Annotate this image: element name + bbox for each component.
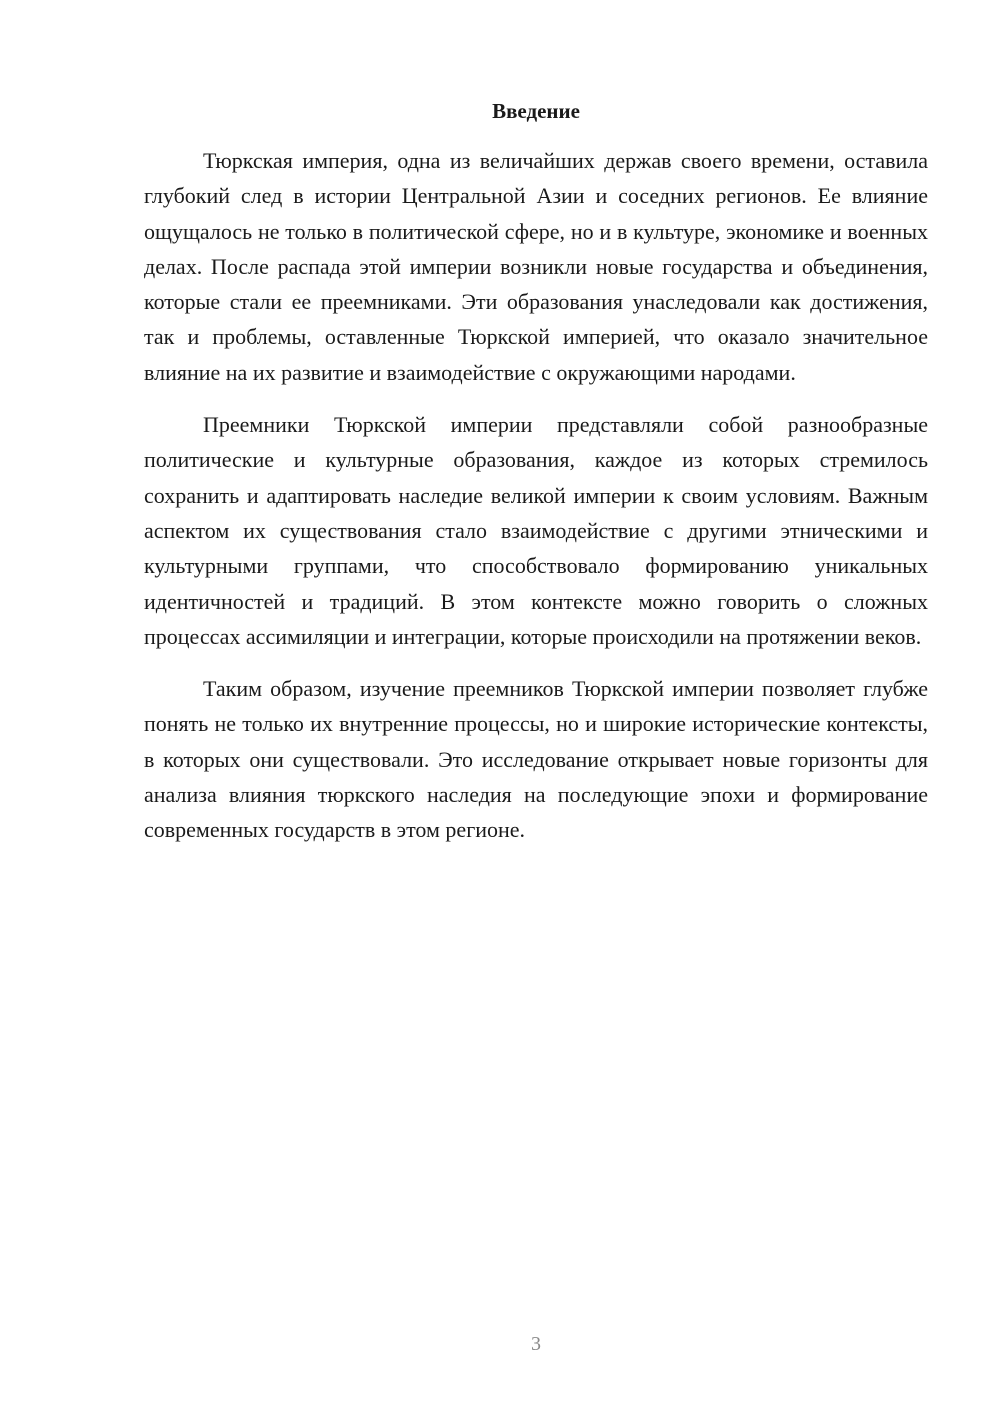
page-title: Введение: [492, 99, 580, 123]
paragraph-2: Преемники Тюркской империи представляли собой разнообразные политические и культурные образования, каждое из которых стремилось сохранить и адаптировать наследие великой империи к своим условиям. Важным аспектом их существования стало взаимодействие с другими этническими и культурными группами, что способствовало формированию уникальных идентичностей и традиций. В этом контексте можно говорить о сложных процессах ассимиляции и интеграции, которые происходили на протяжении веков.: [144, 412, 928, 649]
page-number: 3: [531, 1333, 541, 1355]
paragraph-3: Таким образом, изучение преемников Тюркской империи позволяет глубже понять не только их внутренние процессы, но и широкие исторические контексты, в которых они существовали. Это исследование открывает новые горизонты для анализа влияния тюркского наследия на последующие эпохи и формирование современных государств в этом регионе.: [144, 676, 928, 843]
body-text: [144, 143, 928, 865]
paragraph-1: Тюркская империя, одна из величайших держав своего времени, оставила глубокий след в истории Центральной Азии и соседних регионов. Ее влияние ощущалось не только в политической сфере, но и в культуре, экономике и военных делах. После распада этой империи возникли новые государства и объединения, которые стали ее преемниками. Эти образования унаследовали как достижения, так и проблемы, оставленные Тюркской империей, что оказало значительное влияние на их развитие и взаимодействие с окружающими народами.: [144, 148, 928, 385]
